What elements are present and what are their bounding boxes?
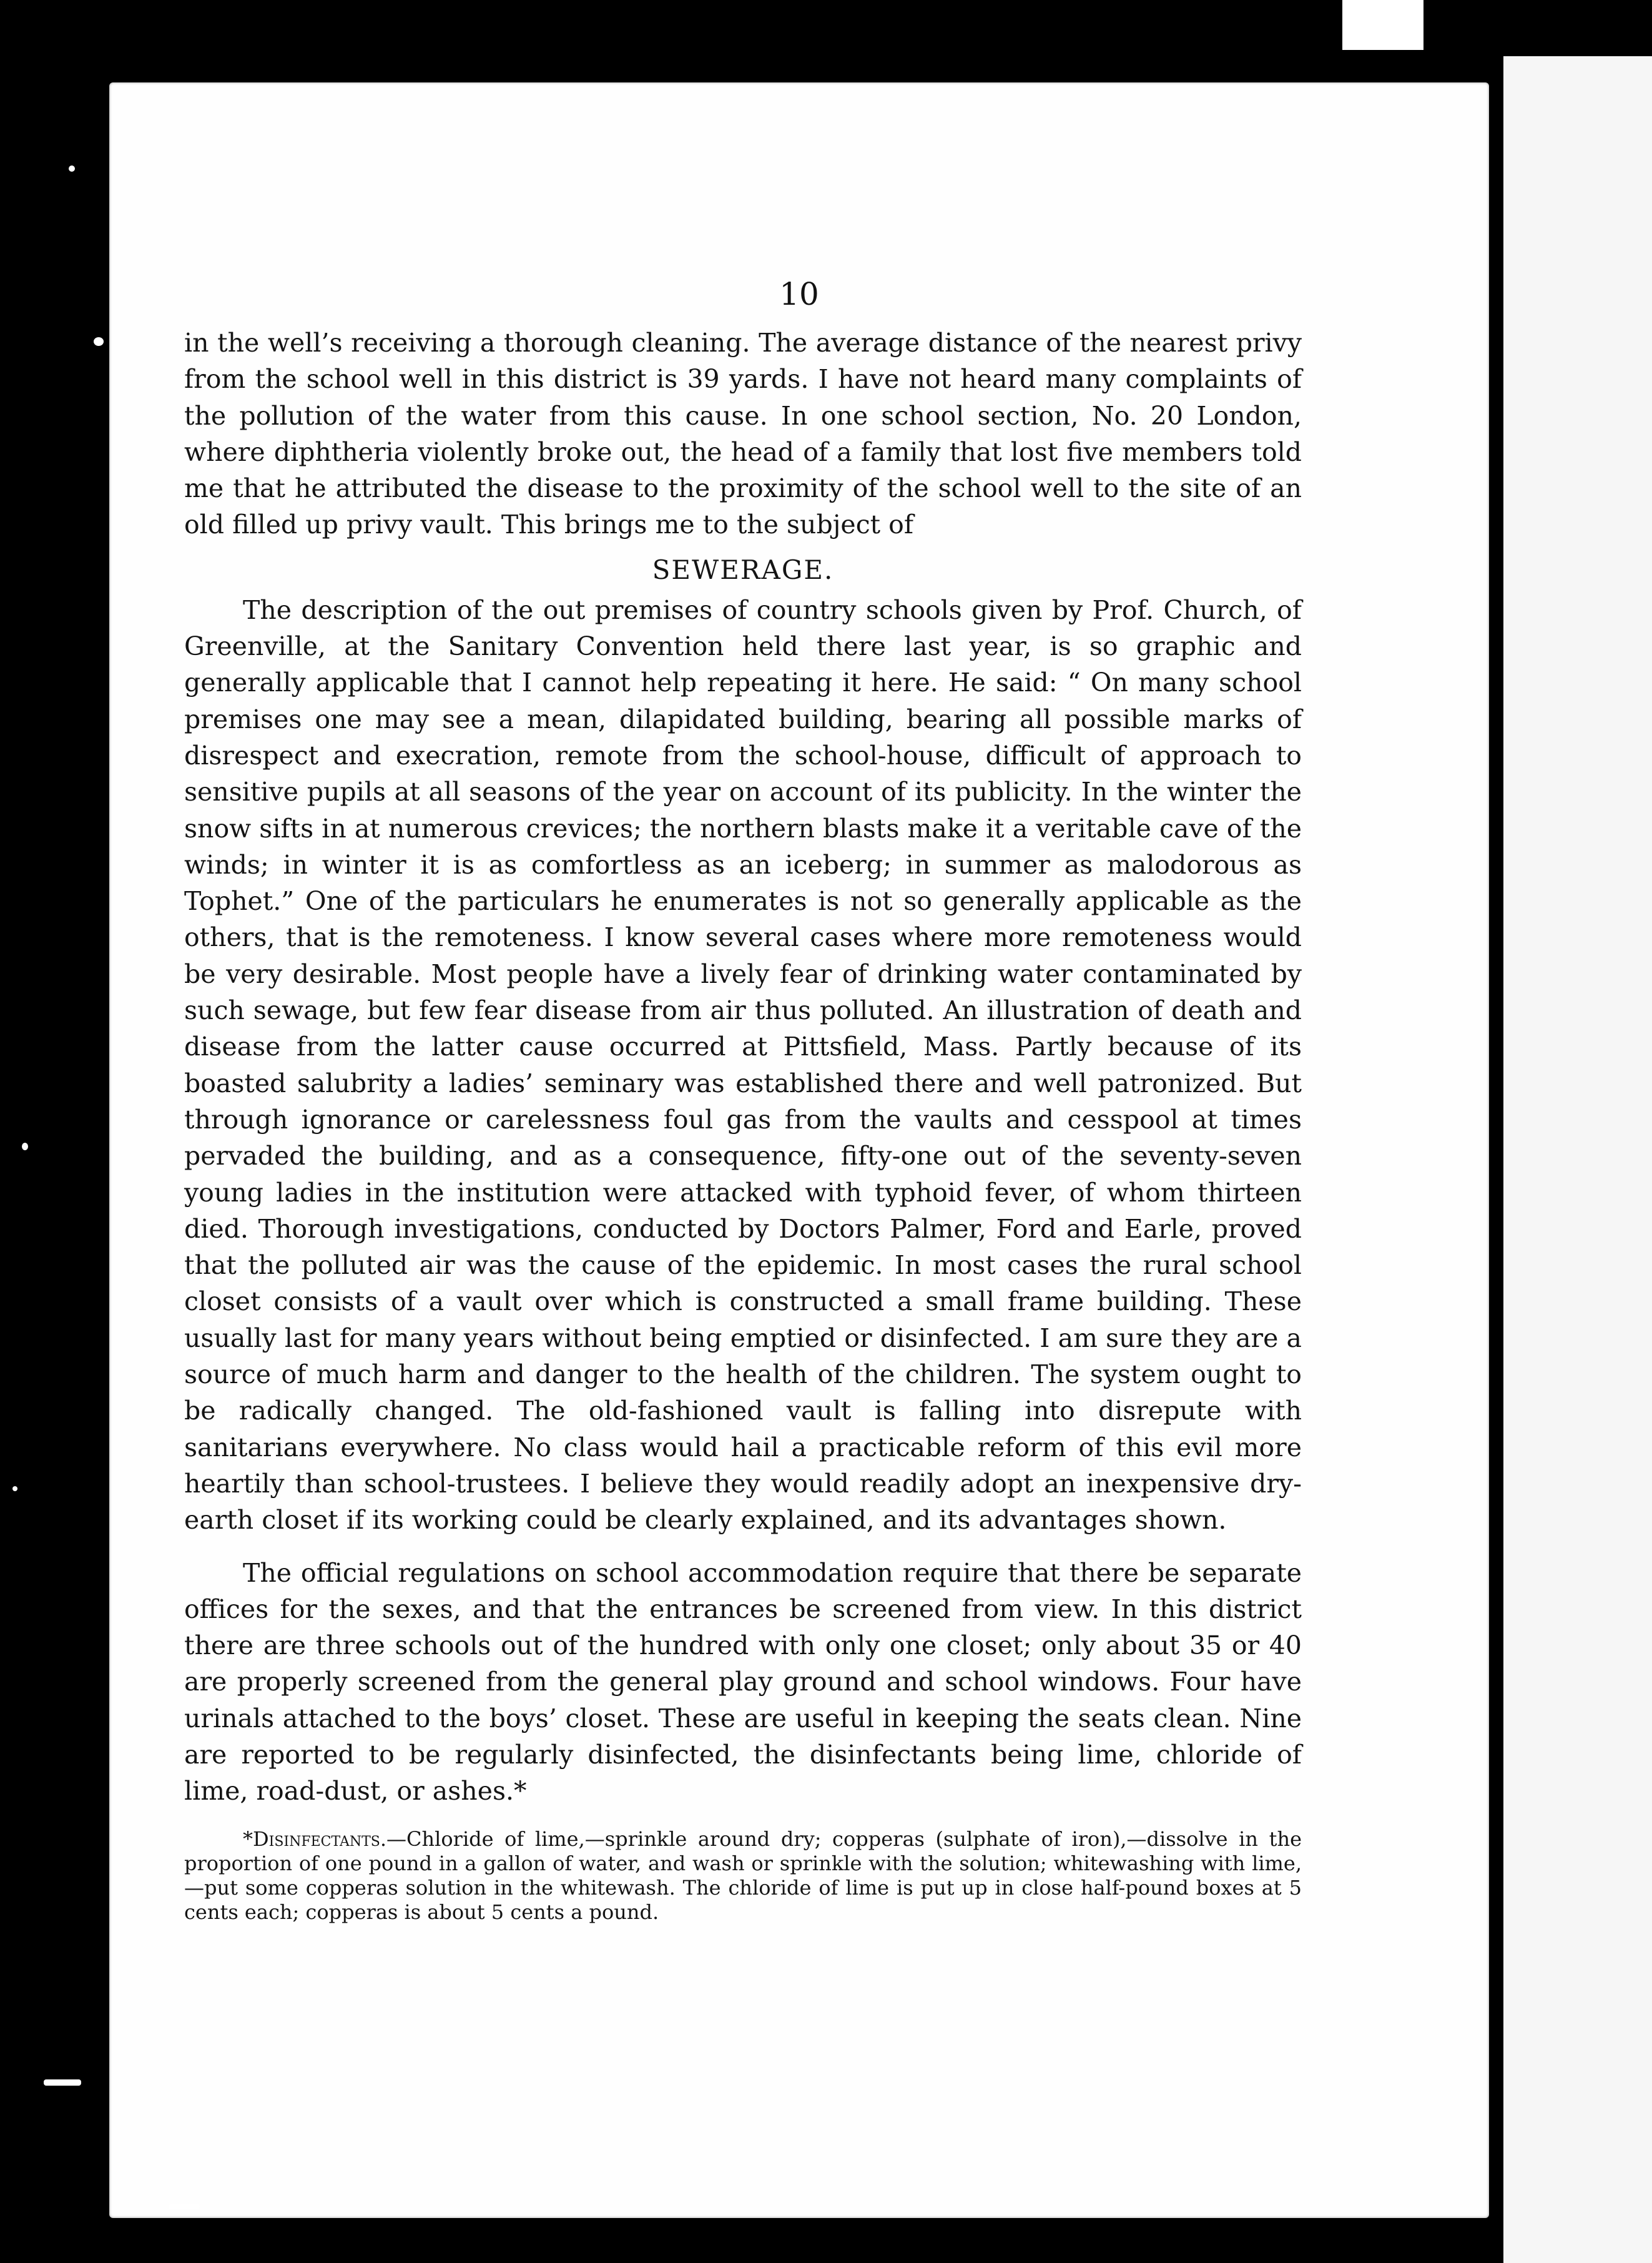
scan-speck	[44, 2079, 81, 2086]
scan-speck	[94, 337, 104, 346]
scan-speck	[69, 165, 75, 172]
footnote-text: —Chloride of lime,—sprinkle around dry; copperas (sulphate of iron),—dissolve in the proportion of one pound in a gallon of water, and wash or sprinkle with the solution; whitewashing with lime,—put some copperas solution in the whitewash. The chloride of lime is put up in close half-pound boxes at 5 cents each; copperas is about 5 cents a pound.	[184, 1827, 1302, 1924]
footnote-disinfectants	[184, 1827, 1302, 1925]
adjacent-page-edge	[1503, 56, 1652, 2263]
scan-speck	[169, 2204, 200, 2209]
paragraph-sewerage-description: The description of the out premises of country schools given by Prof. Church, of Greenville, at the Sanitary Convention held there last year, is so graphic and generally applicable that I cannot help repeating it here. He said: “ On many school premises one may see a mean, dilapidated building, bearing all possible marks of disrespect and execration, remote from the school-house, difficult of approach to sensitive pupils at all seasons of the year on account of its publicity. In the winter the snow sifts in at numerous crevices; the northern blasts make it a veritable cave of the winds; in winter it is as comfortless as an iceberg; in summer as malodorous as Tophet.” One of the particulars he enumerates is not so generally applicable as the others, that is the remoteness. I know several cases where more remoteness would be very desirable. Most people have a lively fear of drinking water contaminated by such sewage, but few fear disease from air thus polluted. An illustration of death and disease from the latter cause occurred at Pittsfield, Mass. Partly because of its boasted salubrity a ladies’ seminary was established there and well patronized. But through ignorance or carelessness foul gas from the vaults and cesspool at times pervaded the building, and as a consequence, fifty-one out of the seventy-seven young ladies in the institution were attacked with typhoid fever, of whom thirteen died. Thorough investigations, conducted by Doctors Palmer, Ford and Earle, proved that the polluted air was the cause of the epidemic. In most cases the rural school closet consists of a vault over which is constructed a small frame building. These usually last for many years without being emptied or disinfected. I am sure they are a source of much harm and danger to the health of the children. The system ought to be radically changed. The old-fashioned vault is falling into disrepute with sanitarians everywhere. No class would hail a practicable reform of this evil more heartily than school-trustees. I believe they would readily adopt an inexpensive dry-earth closet if its working could be clearly explained, and its advantages shown.	[184, 594, 1302, 1536]
paragraph-official-regulations: The official regulations on school accommodation require that there be separate offices for the sexes, and that the entrances be screened from view. In this district there are three schools out of the hundred with only one closet; only about 35 or 40 are properly screened from the general play ground and school windows. Four have urinals attached to the boys’ closet. These are useful in keeping the seats clean. Nine are reported to be regularly disinfected, the disinfectants being lime, chloride of lime, road-dust, or ashes.*	[184, 1557, 1302, 1807]
paragraph-continued: in the well’s receiving a thorough cleaning. The average distance of the nearest privy from the school well in this district is 39 yards. I have not heard many complaints of the pollution of the water from this cause. In one school section, No. 20 London, where diphtheria violently broke out, the head of a family that lost five members told me that he attributed the disease to the proximity of the school well to the site of an old filled up privy vault. This brings me to the subject of	[184, 328, 1302, 540]
scan-speck	[12, 1486, 17, 1491]
footnote-lead: *Disinfectants.	[243, 1827, 387, 1851]
page-body	[184, 325, 1302, 1925]
page-number: 10	[779, 276, 819, 312]
section-heading-sewerage: SEWERAGE.	[652, 554, 834, 585]
scan-speck	[22, 1143, 28, 1150]
paragraph-gap	[184, 1539, 1302, 1555]
corner-pen-mark-area	[1342, 0, 1423, 50]
